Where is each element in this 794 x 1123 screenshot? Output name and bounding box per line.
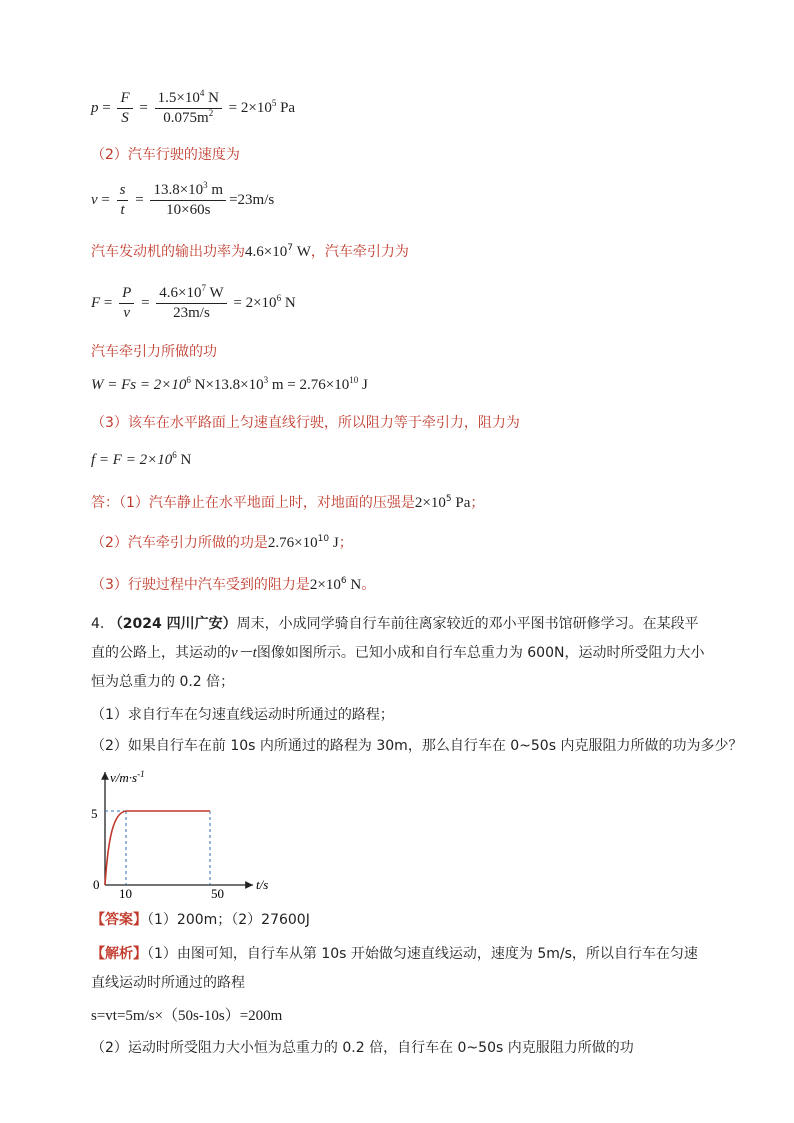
result-value: = 2×10: [228, 99, 272, 116]
text: （3）行驶过程中汽车受到的阻力是: [91, 577, 310, 593]
var-P: P: [119, 285, 134, 304]
exponent: 6: [340, 576, 347, 586]
unit: N: [204, 90, 219, 106]
power-line: [91, 242, 409, 262]
exponent: 2: [208, 108, 214, 118]
unit: N: [346, 577, 362, 593]
value: 2.76×10: [267, 535, 318, 551]
text: 。: [361, 577, 376, 593]
force-equation: F = $\frac{P}{v}$ = $\frac{4.6\times 10^7 W}{23m/s}$ = $2\times 10^6$ N: [91, 283, 296, 321]
pressure-equation: p = $\frac{F}{S}$ = $\frac{1.5\times 10^4 N}{0.075m^2}$ = $2\times 10^5$ Pa: [91, 88, 296, 126]
problem-source: （2024 四川广安）: [108, 616, 237, 632]
exponent: 5: [271, 97, 277, 108]
var-F: F: [91, 294, 101, 311]
analysis-text: （1）由图可知，自行车从第 10s 开始做匀速直线运动，速度为 5m/s，所以自行车在匀速直线运动时所通过的路程: [91, 946, 698, 991]
exponent: 7: [201, 283, 206, 293]
answer-1: [91, 493, 484, 513]
unit: J: [329, 535, 339, 551]
denominator-value: 10×60s: [166, 202, 211, 218]
denominator-value: 23m/s: [173, 305, 210, 321]
x-tick-label: 50: [211, 886, 224, 901]
text: 汽车发动机的输出功率为: [91, 244, 245, 260]
answer-text: （1）200m；（2）27600J: [147, 912, 310, 928]
fraction-p-over-v: [119, 285, 134, 322]
value: 2×10: [309, 577, 341, 593]
origin-label: 0: [93, 877, 100, 892]
exponent: 5: [445, 494, 452, 504]
series-line-accelerating: [105, 811, 126, 885]
analysis-line-2: （2）运动时所受阻力大小恒为总重力的 0.2 倍，自行车在 0~50s 内克服阻力所做的功: [91, 1040, 634, 1056]
problem-4-sub-2: （2）如果自行车在前 10s 内所通过的路程为 30m，那么自行车在 0~50s 内克服阻力所做的功为多少？: [91, 738, 743, 754]
fraction-s-over-t: [117, 182, 129, 219]
value: 4.6×10: [245, 244, 288, 260]
fraction-values: [156, 285, 226, 322]
problem-text: 图像如图所示。已知小成和自行车总重力为 600N，运动时所受阻力大小恒为总重力的 0.2 倍；: [91, 645, 705, 690]
mid: N×13.8×10: [190, 377, 264, 393]
exponent: 7: [287, 243, 293, 253]
text: （2）汽车牵引力所做的功是: [91, 535, 268, 551]
analysis-tag: 【解析】: [91, 946, 147, 962]
var-t: t: [120, 202, 125, 218]
result-value: =23m/s: [229, 191, 275, 208]
unit: N: [176, 452, 192, 468]
unit: W: [206, 285, 224, 301]
text: 答：（1）汽车静止在水平地面上时，对地面的压强是: [91, 495, 415, 511]
q3-line: （3）该车在水平路面上匀速直线行驶，所以阻力等于牵引力，阻力为: [91, 415, 520, 431]
exponent: 6: [276, 292, 282, 303]
text: ；: [338, 535, 353, 551]
mid: m = 2.76×10: [268, 377, 350, 393]
fraction-values: [150, 182, 226, 219]
unit: Pa: [451, 495, 471, 511]
x-tick-label: 10: [119, 886, 132, 901]
analysis-block: [91, 940, 706, 998]
lhs: f = F = 2×10: [91, 452, 173, 468]
numerator-value: 1.5×10: [157, 90, 200, 106]
exponent: 10: [317, 534, 330, 544]
text: ；: [470, 495, 485, 511]
friction-equation: [91, 450, 191, 470]
value: 2×10: [414, 495, 446, 511]
fraction-values: [155, 90, 222, 127]
y-tick-label: 5: [91, 806, 98, 821]
lhs: W = Fs = 2×10: [91, 377, 187, 393]
var-S: S: [121, 110, 129, 126]
problem-4-sub-1: （1）求自行车在匀速直线运动时所通过的路程；: [91, 707, 394, 723]
text: ，汽车牵引力为: [310, 244, 409, 260]
var-s: s: [117, 182, 129, 201]
exponent: 4: [199, 88, 205, 98]
work-equation: [91, 375, 368, 395]
work-heading: 汽车牵引力所做的功: [91, 344, 217, 360]
exponent: 10: [349, 375, 359, 385]
speed-equation: v = $\frac{s}{t}$ = $\frac{13.8\times 10^3 m}{10\times 60s}$ =23m/s: [91, 180, 275, 218]
vt-graph: [88, 768, 288, 903]
exponent: 6: [186, 375, 191, 385]
unit: Pa: [276, 99, 296, 116]
vt-symbol: v－t: [231, 645, 257, 661]
var-p: p: [91, 99, 99, 116]
answer-block: [91, 910, 310, 930]
var-v: v: [123, 305, 131, 321]
fraction-f-over-s: [117, 90, 132, 127]
exponent: 3: [203, 180, 208, 190]
exponent: 3: [263, 375, 269, 385]
problem-4: [91, 610, 706, 697]
y-axis-label: $v/m\cdot s^{-1}$: [110, 769, 145, 785]
analysis-formula: s=vt=5m/s×（50s-10s）=200m: [91, 1008, 283, 1024]
numerator-value: 4.6×10: [159, 285, 202, 301]
problem-text: 周末，小成同学骑自行车前往离家较近的邓小平图书馆研修学习。在某段平直的公路上，其运动的: [91, 616, 699, 661]
unit: W: [292, 244, 311, 260]
unit: J: [358, 377, 368, 393]
var-F: F: [117, 90, 132, 109]
answer-tag: 【答案】: [91, 912, 147, 928]
exponent: 6: [172, 450, 177, 460]
speed-heading: （2）汽车行驶的速度为: [91, 147, 240, 163]
denominator-value: 0.075m: [163, 110, 209, 126]
x-axis-label: t/s: [256, 877, 269, 892]
answer-2: [91, 533, 353, 553]
numerator-value: 13.8×10: [153, 182, 204, 198]
var-v: v: [91, 191, 98, 208]
unit: N: [281, 294, 296, 311]
unit: m: [207, 182, 224, 198]
result-value: = 2×10: [233, 294, 277, 311]
problem-number: 4.: [91, 616, 105, 632]
answer-3: [91, 575, 375, 595]
